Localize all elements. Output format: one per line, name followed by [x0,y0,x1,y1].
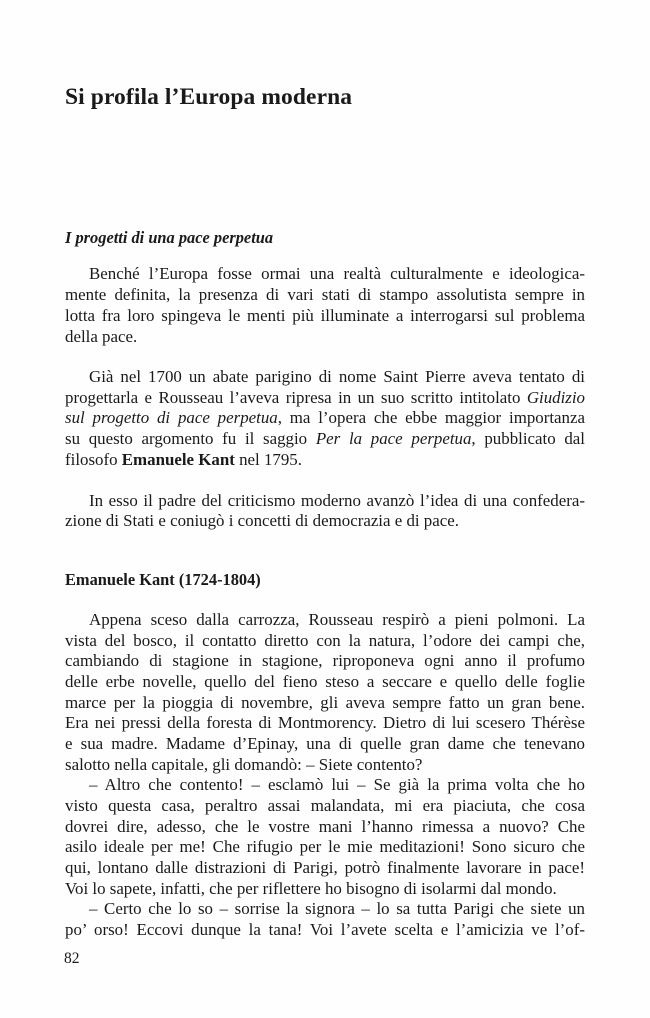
section-heading-peace-projects: I progetti di una pace perpetua [65,228,274,247]
text-line: vista del bosco, il contatto diretto con la natura, l’odore dei campi che, [65,631,585,650]
text-line: Già nel 1700 un abate parigino di nome Saint Pierre aveva tentato di [89,367,585,386]
text-line: visto questa casa, peraltro assai malandata, mi era piaciuta, che cosa [65,796,585,815]
text-line: della pace. [65,327,138,346]
text-line: Benché l’Europa fosse ormai una realtà culturalmente e ideologica- [89,264,585,283]
text-line: Appena sceso dalla carrozza, Rousseau respirò a pieni polmoni. La [89,610,585,629]
text-line [65,388,585,408]
text-line: salotto nella capitale, gli domandò: – Siete contento? [65,755,423,774]
work-title-per-la-pace: Per la pace perpetua [315,429,472,448]
text-line: e sua madre. Madame d’Epinay, una di quelle gran dame che tenevano [65,734,585,753]
text-line [65,450,585,470]
text-line [65,408,585,428]
text-line: asilo ideale per me! Che rifugio per le mie meditazioni! Sono sicuro che [65,837,585,856]
text-run: progettarla e Rousseau l’aveva ripresa in un suo scritto intitolato [65,388,527,407]
text-line: Era nei pressi della foresta di Montmorency. Dietro di lui scesero Thérèse [65,713,585,732]
text-line: po’ orso! Eccovi dunque la tana! Voi l’avete scelta e l’amicizia ve l’of- [65,920,585,939]
page-number: 82 [64,950,80,967]
work-title-giudizio-cont: sul progetto di pace perpetua [65,408,278,427]
name-emanuele-kant: Emanuele Kant [121,450,235,469]
text-line: qui, lontano dalle distrazioni di Parigi, potrò finalmente lavorare in pace! [65,858,585,877]
section-heading-kant: Emanuele Kant (1724-1804) [65,570,261,589]
text-run: , ma l’opera che ebbe maggior importanza [277,408,585,427]
work-title-giudizio: Giudizio [526,388,585,407]
text-line: marce per la pioggia di novembre, gli aveva sempre fatto un gran bene. [65,693,585,712]
text-line: Voi lo sapete, infatti, che per riflettere ho bisogno di isolarmi dal mondo. [65,879,557,898]
text-line: mente definita, la presenza di vari stati di stampo assolutista sempre in [65,285,585,304]
text-line: – Certo che lo so – sorrise la signora – lo sa tutta Parigi che siete un [89,899,585,918]
text-run: su questo argomento fu il saggio [65,429,316,448]
text-line: cambiando di stagione in stagione, riproponeva ogni anno il profumo [65,651,585,670]
text-line: In esso il padre del criticismo moderno avanzò l’idea di una confedera- [89,491,585,510]
text-run: , pubblicato dal [471,429,585,448]
text-line [65,429,585,449]
chapter-title: Si profila l’Europa moderna [65,84,353,110]
text-line: delle erbe novelle, quello del fieno steso a seccare e quello delle foglie [65,672,585,691]
text-line: – Altro che contento! – esclamò lui – Se già la prima volta che ho [89,775,585,794]
text-line: zione di Stati e coniugò i concetti di democrazia e di pace. [65,511,459,530]
text-line: dovrei dire, adesso, che le vostre mani l’hanno rimessa a nuovo? Che [65,817,585,836]
text-line: lotta fra loro spingeva le menti più illuminate a interrogarsi sul problema [65,306,585,325]
text-run: nel 1795. [234,450,302,469]
text-run: filosofo [65,450,122,469]
